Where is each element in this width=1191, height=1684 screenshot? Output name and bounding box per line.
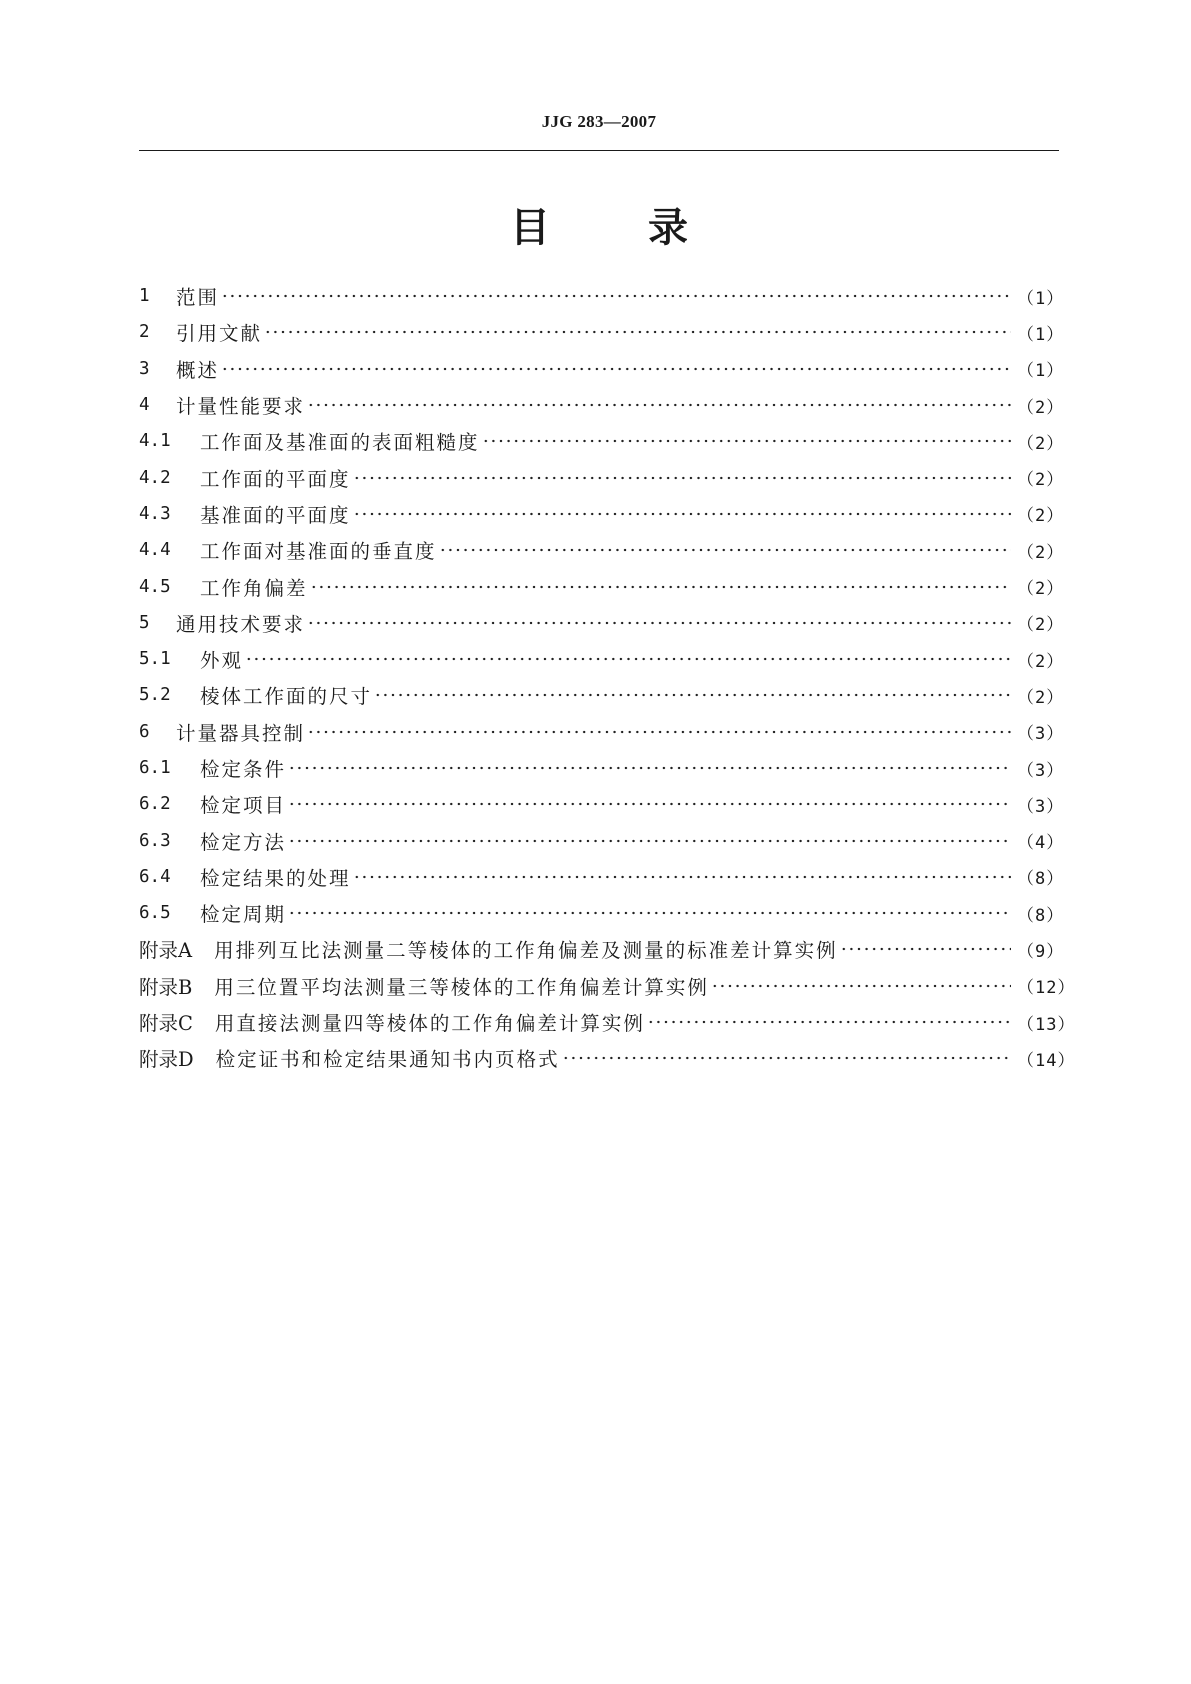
page-title-part-2: 录 bbox=[648, 205, 688, 251]
toc-entry-title: 范围 bbox=[176, 286, 220, 310]
page-title-part-1: 目 bbox=[510, 205, 550, 251]
toc-leader-dots bbox=[439, 544, 1011, 556]
toc-entry-number: 5.1 bbox=[139, 649, 171, 670]
toc-entry-page: （2） bbox=[1017, 651, 1065, 672]
toc-appendix-number: 附录D bbox=[139, 1048, 194, 1072]
toc-entry-number: 4.4 bbox=[139, 540, 171, 561]
toc-entry-title: 检定周期 bbox=[200, 903, 287, 927]
toc-leader-dots bbox=[288, 835, 1011, 847]
toc-entry-number: 4.2 bbox=[139, 467, 171, 488]
toc-entry[interactable] bbox=[139, 605, 1065, 641]
toc-leader-dots bbox=[647, 1016, 1011, 1028]
toc-entry-number: 6.2 bbox=[139, 794, 171, 815]
toc-entry-page: （12） bbox=[1017, 978, 1076, 999]
toc-entry[interactable] bbox=[139, 786, 1065, 822]
toc-entry-title: 概述 bbox=[176, 358, 220, 382]
toc-entry[interactable] bbox=[139, 677, 1065, 713]
document-code: JJG 283—2007 bbox=[541, 112, 657, 131]
toc-entry-number: 4.1 bbox=[139, 431, 171, 452]
toc-entry-page: （14） bbox=[1017, 1050, 1076, 1071]
toc-entry-number: 1 bbox=[139, 286, 150, 307]
toc-entry-number: 3 bbox=[139, 358, 150, 379]
toc-entry-page: （3） bbox=[1017, 724, 1065, 745]
toc-leader-dots bbox=[711, 980, 1011, 992]
toc-leader-dots bbox=[264, 326, 1011, 338]
toc-entry-title: 用三位置平均法测量三等棱体的工作角偏差计算实例 bbox=[214, 975, 709, 999]
toc-entry-title: 工作面对基准面的垂直度 bbox=[200, 540, 437, 564]
toc-entry-page: （1） bbox=[1017, 361, 1065, 382]
toc-entry-page: （13） bbox=[1017, 1014, 1076, 1035]
toc-entry-page: （8） bbox=[1017, 905, 1065, 926]
toc-leader-dots bbox=[288, 798, 1011, 810]
toc-entry-page: （2） bbox=[1017, 433, 1065, 454]
toc-appendix-entry[interactable] bbox=[139, 968, 1076, 1004]
toc-entry[interactable] bbox=[139, 387, 1065, 423]
toc-entry-page: （3） bbox=[1017, 796, 1065, 817]
toc-entry-title: 用排列互比法测量二等棱体的工作角偏差及测量的标准差计算实例 bbox=[214, 939, 838, 963]
toc-entry-page: （2） bbox=[1017, 615, 1065, 636]
toc-entry-number: 6.3 bbox=[139, 830, 171, 851]
toc-entry[interactable] bbox=[139, 822, 1065, 858]
toc-entry-title: 基准面的平面度 bbox=[200, 503, 351, 527]
toc-entry-title: 检定条件 bbox=[200, 758, 287, 781]
toc-entry-page: （2） bbox=[1017, 506, 1065, 527]
toc-entry-title: 引用文献 bbox=[176, 322, 263, 346]
toc-leader-dots bbox=[562, 1052, 1011, 1064]
toc-leader-dots bbox=[374, 689, 1011, 701]
toc-entry[interactable] bbox=[139, 278, 1065, 314]
toc-entry-number: 6 bbox=[139, 721, 150, 742]
toc-entry[interactable] bbox=[139, 859, 1065, 895]
toc-entry-title: 检定项目 bbox=[200, 794, 287, 818]
toc-entry-title: 计量性能要求 bbox=[176, 395, 306, 419]
toc-leader-dots bbox=[221, 363, 1011, 375]
toc-leader-dots bbox=[840, 943, 1011, 955]
toc-entry[interactable] bbox=[139, 423, 1065, 459]
toc-entry-title: 工作面及基准面的表面粗糙度 bbox=[200, 431, 480, 455]
toc-entry-number: 6.4 bbox=[139, 866, 171, 887]
toc-entry-number: 4 bbox=[139, 395, 150, 416]
toc-entry-number: 4.3 bbox=[139, 503, 171, 524]
toc-entry-page: （2） bbox=[1017, 470, 1065, 491]
toc-entry-page: （2） bbox=[1017, 687, 1065, 708]
toc-entry-title: 工作面的平面度 bbox=[200, 467, 351, 491]
toc-entry[interactable] bbox=[139, 496, 1065, 532]
toc-leader-dots bbox=[482, 435, 1011, 447]
toc-appendix-entry[interactable] bbox=[139, 931, 1065, 967]
toc-leader-dots bbox=[307, 399, 1011, 411]
toc-entry-title: 棱体工作面的尺寸 bbox=[200, 685, 373, 709]
toc-entry-title: 外观 bbox=[200, 649, 244, 673]
toc-leader-dots bbox=[288, 762, 1011, 774]
toc-entry-title: 计量器具控制 bbox=[176, 721, 306, 745]
toc-leader-dots bbox=[221, 290, 1011, 302]
toc-entry-page: （2） bbox=[1017, 579, 1065, 600]
toc-leader-dots bbox=[310, 581, 1011, 593]
toc-leader-dots bbox=[353, 472, 1011, 484]
toc-leader-dots bbox=[353, 871, 1011, 883]
toc-entry-number: 6.5 bbox=[139, 903, 171, 924]
toc-leader-dots bbox=[353, 508, 1011, 520]
toc-leader-dots bbox=[307, 726, 1011, 738]
toc-entry-title: 工作角偏差 bbox=[200, 576, 308, 600]
toc-entry-number: 6.1 bbox=[139, 758, 171, 778]
toc-entry-number: 5 bbox=[139, 612, 150, 633]
toc-entry-page: （1） bbox=[1017, 324, 1065, 345]
toc-entry-title: 检定证书和检定结果通知书内页格式 bbox=[215, 1048, 560, 1072]
toc-entry-page: （2） bbox=[1017, 397, 1065, 418]
toc-entry-page: （9） bbox=[1017, 941, 1065, 962]
toc-leader-dots bbox=[288, 907, 1011, 919]
toc-entry-title: 检定结果的处理 bbox=[200, 866, 351, 890]
toc-entry[interactable] bbox=[139, 459, 1065, 495]
toc-entry-number: 5.2 bbox=[139, 685, 171, 706]
toc-entry-page: （4） bbox=[1017, 833, 1065, 854]
toc-appendix-number: 附录B bbox=[139, 975, 193, 999]
toc-entry[interactable] bbox=[139, 314, 1065, 350]
toc-entry[interactable] bbox=[139, 714, 1065, 750]
toc-appendix-number: 附录A bbox=[139, 939, 193, 963]
toc-entry[interactable] bbox=[139, 895, 1065, 931]
header-rule bbox=[139, 150, 1059, 151]
toc-appendix-entry[interactable] bbox=[139, 1040, 1076, 1076]
toc-entry[interactable] bbox=[139, 641, 1065, 677]
toc-entry[interactable] bbox=[139, 351, 1065, 387]
toc-entry-title: 通用技术要求 bbox=[176, 612, 306, 636]
toc-entry-page: （3） bbox=[1017, 760, 1065, 781]
toc-entry-number: 2 bbox=[139, 322, 150, 343]
toc-appendix-entry[interactable] bbox=[139, 1004, 1076, 1040]
toc-entry-page: （1） bbox=[1017, 288, 1065, 309]
toc-leader-dots bbox=[307, 617, 1011, 629]
toc-entry[interactable] bbox=[139, 568, 1065, 604]
table-of-contents bbox=[139, 278, 1076, 1077]
toc-appendix-number: 附录C bbox=[139, 1012, 193, 1036]
toc-leader-dots bbox=[245, 653, 1011, 665]
toc-entry-page: （2） bbox=[1017, 542, 1065, 563]
toc-entry[interactable] bbox=[139, 750, 1065, 786]
toc-entry-title: 用直接法测量四等棱体的工作角偏差计算实例 bbox=[214, 1012, 645, 1036]
toc-entry[interactable] bbox=[139, 532, 1065, 568]
page-title bbox=[139, 196, 1059, 253]
toc-entry-page: （8） bbox=[1017, 869, 1065, 890]
toc-entry-number: 4.5 bbox=[139, 576, 171, 597]
toc-entry-title: 检定方法 bbox=[200, 830, 287, 854]
